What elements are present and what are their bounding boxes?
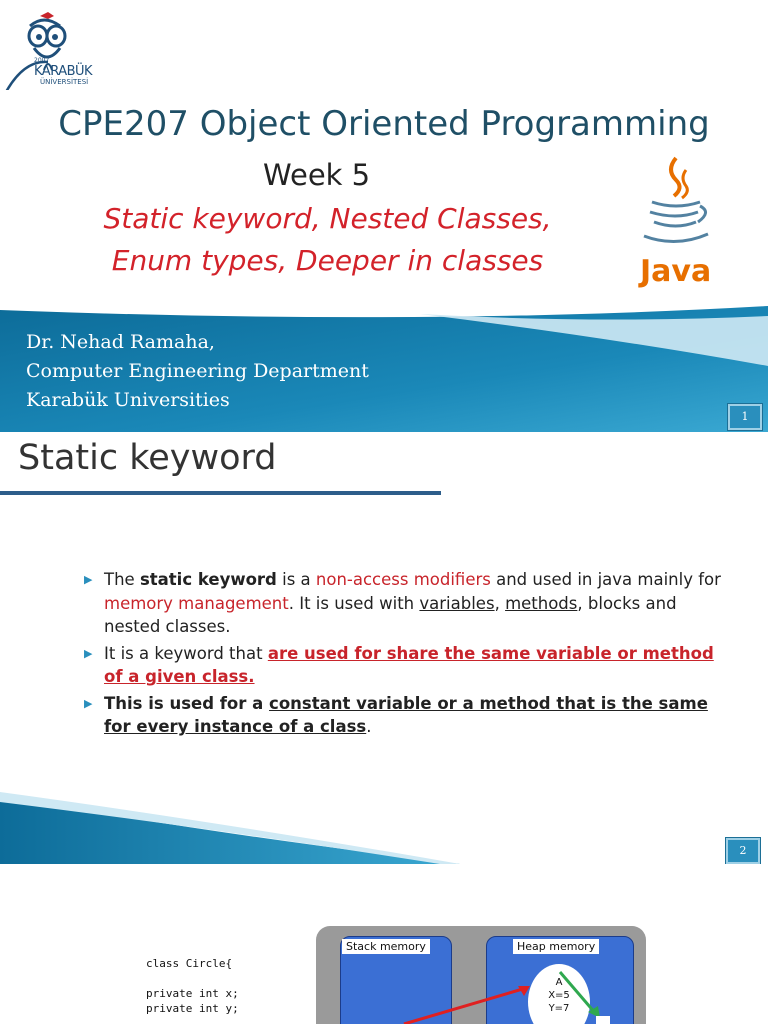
logo-year: 2007 [34,57,50,64]
static-keyword-slide [0,432,768,864]
text: is a [276,570,316,589]
slide-number: 2 [726,838,760,864]
text: It is a keyword that [104,643,268,663]
reference-arrow [560,972,596,1014]
reference-arrows [400,964,630,1024]
highlight-shared-definition: are used for share the same variable or method of a given class. [104,643,714,686]
topics-line-1: Static keyword, Nested Classes, [103,202,552,235]
slide-number: 1 [728,404,762,430]
triangle-bullet-icon: ▶ [84,573,93,586]
bullet-item [84,568,724,639]
bullet-item [84,642,724,689]
slide-footer-swoosh [0,792,768,864]
highlight-static-keyword: static keyword [139,570,277,589]
memory-diagram-slide [0,864,768,1024]
java-cup-icon [636,156,716,256]
heap-memory-label: Heap memory [513,939,599,954]
object-name: A [555,977,563,988]
presenter-name: Dr. Nehad Ramaha, [26,331,215,353]
topics-line-2: Enum types, Deeper in classes [111,244,544,277]
object-field-y: Y=7 [548,1003,570,1014]
slide-title: Static keyword [18,438,277,478]
text: This is used for a [104,693,270,713]
logo-subtitle: ÜNİVERSİTESİ [40,78,89,86]
code-line: class Circle{ [146,957,233,970]
heap-cell [596,1016,610,1024]
text: and used in java mainly for [490,570,721,589]
stack-memory-label: Stack memory [342,939,430,954]
highlight-memory-management: memory management [104,593,289,613]
presenter-info [26,328,369,415]
presenter-university: Karabük Universities [26,389,230,411]
triangle-bullet-icon: ▶ [84,646,93,660]
code-line: private int y; [146,1002,239,1015]
code-snippet [146,956,239,1016]
presenter-department: Computer Engineering Department [26,360,369,382]
highlight-constant-definition: constant variable or a method that is the same for every instance of a class [104,693,708,736]
java-label: Java [640,254,712,289]
university-logo [4,10,104,90]
underline-variables: variables [419,593,495,613]
text: . It is used with [288,593,420,613]
bullet-item [84,692,724,739]
course-title: CPE207 Object Oriented Programming [58,104,710,144]
title-underline [0,491,441,495]
code-line: private int x; [146,987,239,1000]
underline-methods: methods [505,593,578,613]
text: , blocks and nested classes. [104,593,677,636]
week-label: Week 5 [263,158,371,192]
title-slide [0,0,768,432]
triangle-bullet-icon: ▶ [84,696,93,710]
bullet-list [84,568,724,742]
text: , [494,593,506,613]
logo-name: KARABÜK [34,64,93,79]
object-field-x: X=5 [548,990,570,1001]
lecture-topics [40,198,615,282]
highlight-non-access-modifiers: non-access modifiers [315,570,491,589]
reference-arrow [404,988,526,1024]
text: The [104,570,140,589]
text: . [366,717,372,736]
java-logo [636,156,716,296]
